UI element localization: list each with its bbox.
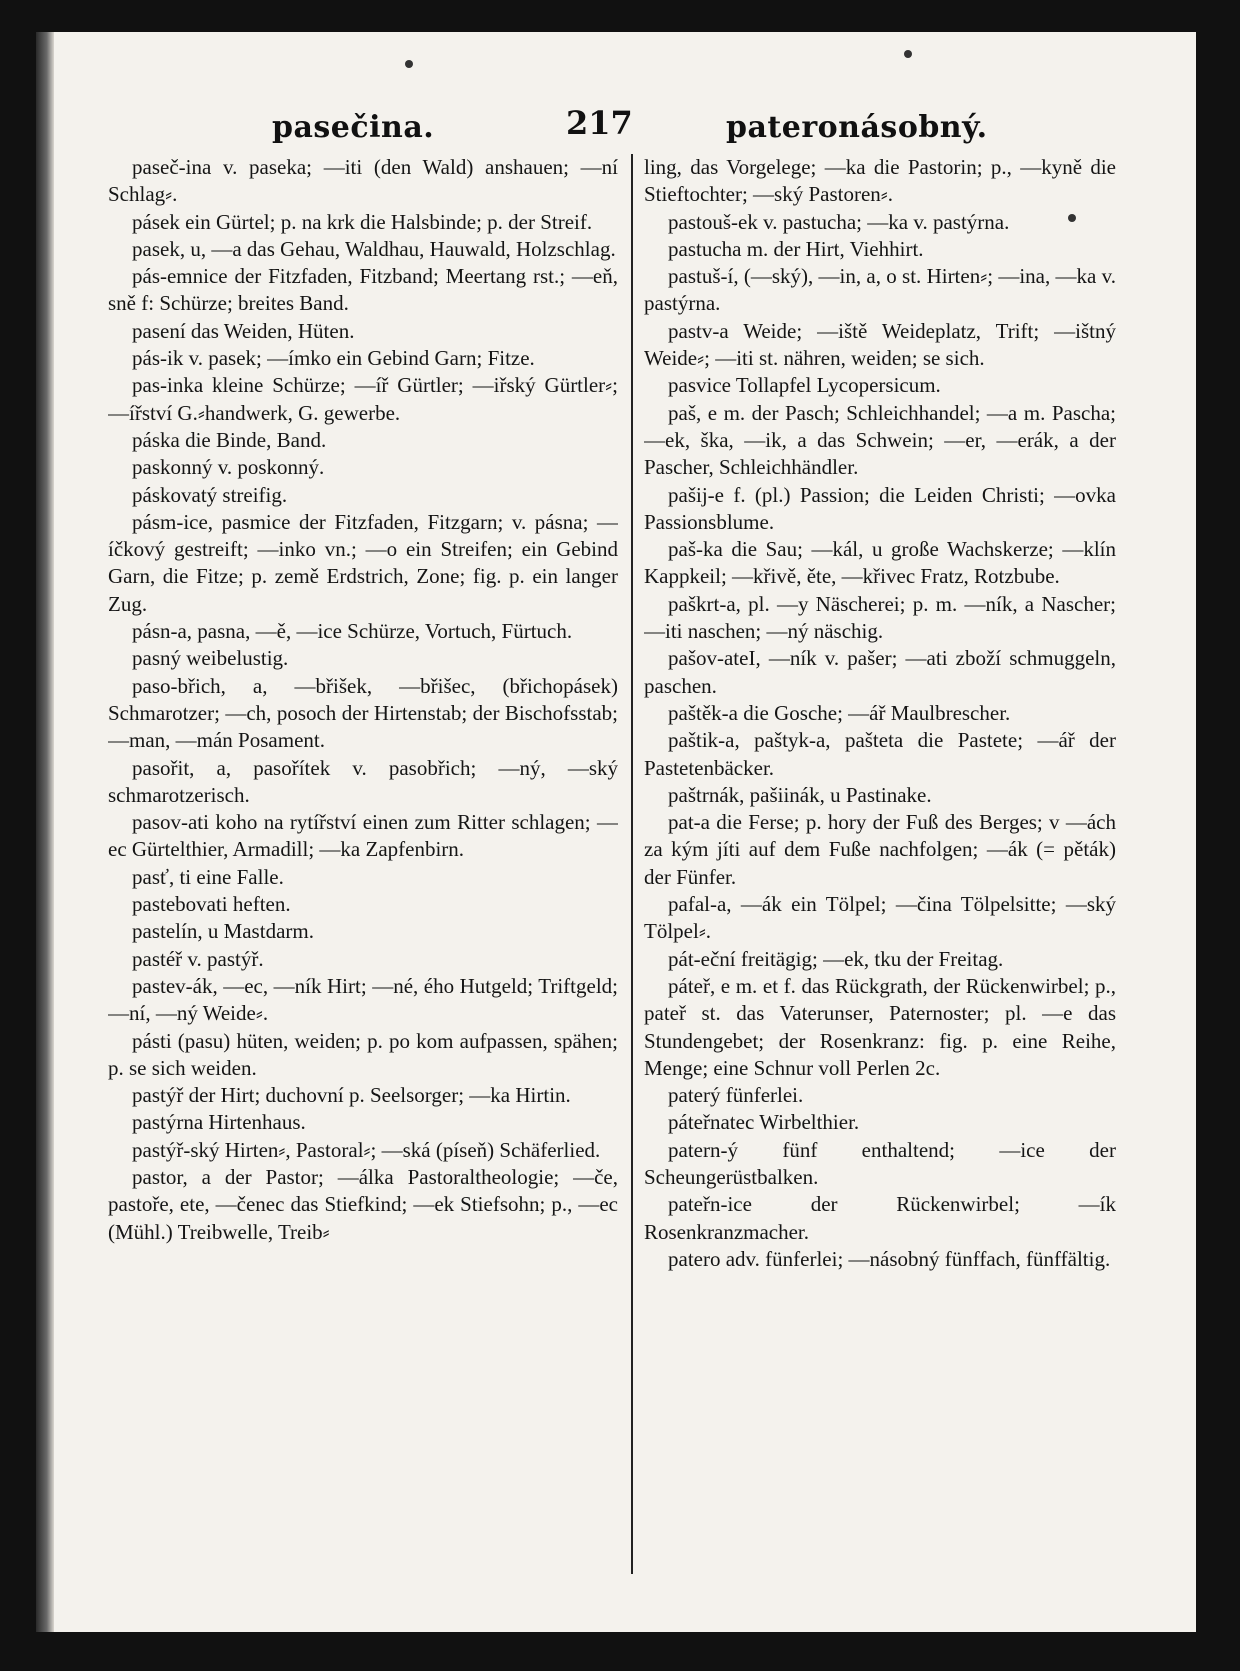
dictionary-entry: pastelín, u Mastdarm. xyxy=(132,919,314,944)
dictionary-entry: pasořit, a, pasořítek v. pasobřich; —ný, —ský schmarotzerisch. xyxy=(108,755,618,807)
dictionary-entry: pasek, u, —a das Gehau, Waldhau, Hauwald, Holzschlag. xyxy=(132,236,616,261)
dictionary-entry: pás-emnice der Fitzfaden, Fitzband; Meertang rst.; —eň, sně f: Schürze; breites Band. xyxy=(108,264,618,316)
dictionary-entry: pastucha m. der Hirt, Viehhirt. xyxy=(668,236,924,261)
dictionary-entry: paštik-a, paštyk-a, pašteta die Pastete; —ář der Pastetenbäcker. xyxy=(644,728,1116,780)
dictionary-entry: pastýř-ský Hirten⸗, Pastoral⸗; —ská (píseň) Schäferlied. xyxy=(132,1137,601,1162)
dictionary-entry: paškrt-a, pl. —y Näscherei; p. m. —ník, a Nascher; —iti naschen; —ný näschig. xyxy=(644,591,1116,644)
dictionary-entry: paseč-ina v. paseka; —iti (den Wald) anshauen; —ní Schlag⸗. xyxy=(108,155,618,207)
dictionary-entry: pás-ik v. pasek; —ímko ein Gebind Garn; Fitze. xyxy=(132,346,535,371)
dictionary-entry: pastýř der Hirt; duchovní p. Seelsorger; —ka Hirtin. xyxy=(132,1083,571,1108)
dictionary-page xyxy=(36,32,1196,1632)
dictionary-entry: pasení das Weiden, Hüten. xyxy=(132,318,355,343)
dictionary-entry: pasť, ti eine Falle. xyxy=(132,864,284,889)
dictionary-entry: pastuš-í, (—ský), —in, a, o st. Hirten⸗; —ina, —ka v. pastýrna. xyxy=(644,264,1116,316)
dictionary-entry: pastv-a Weide; —iště Weideplatz, Trift; —ištný Weide⸗; —iti st. nähren, weiden; se sich. xyxy=(644,318,1116,371)
dictionary-entry: pateřn-ice der Rückenwirbel; —ík Rosenkranzmacher. xyxy=(644,1192,1116,1244)
dictionary-entry: pásti (pasu) hüten, weiden; p. po kom aufpassen, spähen; p. se sich weiden. xyxy=(108,1028,618,1080)
header-left-guide-word: pasečina. xyxy=(272,110,435,145)
dictionary-entry: pasný weibelustig. xyxy=(132,646,289,671)
dictionary-entry: paštrnák, pašiinák, u Pastinake. xyxy=(668,782,932,807)
page-header xyxy=(36,82,1196,145)
dictionary-entry: pát-eční freitägig; —ek, tku der Freitag. xyxy=(668,946,1004,971)
dictionary-entry: pastebovati heften. xyxy=(132,892,291,917)
dictionary-entry: pastéř v. pastýř. xyxy=(132,946,264,971)
dictionary-entry: paš, e m. der Pasch; Schleichhandel; —a m. Pascha; —ek, ška, —ik, a das Schwein; —er, —erák, a der Pascher, Schleichhändler. xyxy=(644,400,1116,480)
print-speck xyxy=(1068,214,1076,222)
dictionary-entry: pasov-ati koho na rytířství einen zum Ritter schlagen; —ec Gürtelthier, Armadill; —ka Zapfenbirn. xyxy=(108,810,618,862)
dictionary-entry: patero adv. fünferlei; —násobný fünffach, fünffältig. xyxy=(668,1246,1111,1271)
left-column xyxy=(108,154,618,1574)
dictionary-entry: páskovatý streifig. xyxy=(132,482,288,507)
dictionary-entry: pastev-ák, —ec, —ník Hirt; —né, ého Hutgeld; Triftgeld; —ní, —ný Weide⸗. xyxy=(108,973,618,1026)
dictionary-entry: pásek ein Gürtel; p. na krk die Halsbinde; p. der Streif. xyxy=(132,209,593,234)
header-right-guide-word: pateronásobný. xyxy=(726,110,988,145)
dictionary-entry: pat-a die Ferse; p. hory der Fuß des Berges; v —ách za kým jíti auf dem Fuße nachfolgen; —ák (= pěták) der Fünfer. xyxy=(644,810,1116,889)
dictionary-entry: paterý fünferlei. xyxy=(668,1083,804,1108)
dictionary-entry: patern-ý fünf enthaltend; —ice der Scheungerüstbalken. xyxy=(644,1137,1116,1189)
dictionary-entry: pašov-ateI, —ník v. pašer; —ati zboží schmuggeln, paschen. xyxy=(644,646,1116,698)
dictionary-entry: páteřnatec Wirbelthier. xyxy=(668,1110,860,1135)
dictionary-entry: paštěk-a die Gosche; —ář Maulbrescher. xyxy=(668,700,1011,725)
dictionary-entry: paso-břich, a, —břišek, —břišec, (břichopásek) Schmarotzer; —ch, posoch der Hirtenstab; der Bischofsstab; —man, —mán Posament. xyxy=(108,673,618,753)
dictionary-entry: pásm-ice, pasmice der Fitzfaden, Fitzgarn; v. pásna; —íčkový gestreift; —inko vn.; —o ein Streifen; ein Gebind Garn, die Fitze; p. země Erdstrich, Zone; fig. p. ein langer Zug. xyxy=(108,509,618,616)
print-speck xyxy=(904,50,912,58)
dictionary-entry: pašij-e f. (pl.) Passion; die Leiden Christi; —ovka Passionsblume. xyxy=(644,482,1116,534)
dictionary-entry: pastouš-ek v. pastucha; —ka v. pastýrna. xyxy=(668,209,1010,234)
book-spine-shadow xyxy=(36,32,54,1632)
dictionary-entry: pásn-a, pasna, —ě, —ice Schürze, Vortuch, Fürtuch. xyxy=(132,619,573,644)
page-number: 217 xyxy=(566,104,633,142)
dictionary-entry: pafal-a, —ák ein Tölpel; —čina Tölpelsitte; —ský Tölpel⸗. xyxy=(644,892,1116,944)
dictionary-entry: ling, das Vorgelege; —ka die Pastorin; p., —kyně die Stieftochter; —ský Pastoren⸗. xyxy=(644,155,1116,207)
dictionary-entry: pas-inka kleine Schürze; —íř Gürtler; —iřský Gürtler⸗; —ířství G.⸗handwerk, G. gewerbe. xyxy=(108,373,618,425)
dictionary-entry: pasvice Tollapfel Lycopersicum. xyxy=(668,373,941,398)
dictionary-entry: pastor, a der Pastor; —álka Pastoraltheologie; —če, pastoře, ete, —čenec das Stiefkind; —ek Stiefsohn; p., —ec (Mühl.) Treibwelle, Treib⸗ xyxy=(108,1164,618,1244)
right-column xyxy=(644,154,1116,1574)
dictionary-entry: paskonný v. poskonný. xyxy=(132,455,325,480)
dictionary-entry: páska die Binde, Band. xyxy=(132,427,327,452)
print-speck xyxy=(405,60,413,68)
dictionary-entry: páteř, e m. et f. das Rückgrath, der Rückenwirbel; p., pateř st. das Vaterunser, Paternoster; pl. —e das Stundengebet; der Rosenkranz: fig. p. eine Reihe, Menge; eine Schnur voll Perlen 2c. xyxy=(644,973,1116,1080)
dictionary-entry: pastýrna Hirtenhaus. xyxy=(132,1110,306,1135)
column-divider xyxy=(631,154,633,1574)
dictionary-entry: paš-ka die Sau; —kál, u große Wachskerze; —klín Kappkeil; —křivě, ěte, —křivec Fratz, Rotzbube. xyxy=(644,537,1116,589)
